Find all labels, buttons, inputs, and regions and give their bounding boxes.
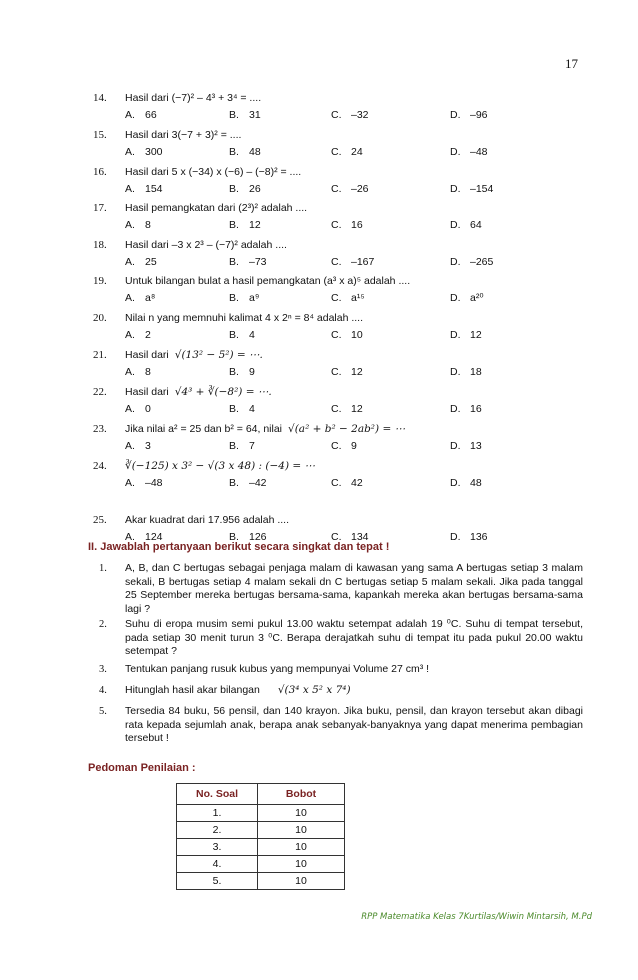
option-a xyxy=(125,146,163,159)
option-d xyxy=(450,109,488,122)
option-letter: D. xyxy=(450,109,461,121)
option-value: –48 xyxy=(470,146,488,158)
essay-item xyxy=(93,562,583,616)
essay-number: 1. xyxy=(99,563,107,574)
option-value: –73 xyxy=(249,256,267,268)
table-cell: 10 xyxy=(258,856,345,873)
section-2-title: II. Jawablah pertanyaan berikut secara singkat dan tepat ! xyxy=(88,541,390,553)
option-a xyxy=(125,109,157,122)
option-letter: B. xyxy=(229,477,239,489)
essay-item xyxy=(93,618,583,659)
option-value: 4 xyxy=(249,403,255,415)
option-value: 12 xyxy=(470,329,482,341)
option-d xyxy=(450,292,484,305)
question-stem-text: Nilai n yang memnuhi kalimat 4 x 2ⁿ = 8⁴ adalah .... xyxy=(125,312,364,324)
question-number: 15. xyxy=(93,129,107,141)
question-item xyxy=(93,349,583,383)
option-a xyxy=(125,366,151,379)
question-number: 23. xyxy=(93,423,107,435)
option-value: a⁹ xyxy=(249,292,260,304)
question-math: √(13² − 5²) = ⋯. xyxy=(174,349,263,361)
option-b xyxy=(229,183,261,196)
question-stem-text: Hasil dari –3 x 2³ – (−7)² adalah .... xyxy=(125,239,287,251)
option-letter: B. xyxy=(229,531,239,543)
question-stem xyxy=(125,129,241,142)
option-value: 16 xyxy=(470,403,482,415)
option-d xyxy=(450,183,493,196)
question-stem xyxy=(125,460,315,473)
option-value: –154 xyxy=(470,183,494,195)
scoring-table xyxy=(176,783,345,890)
option-letter: C. xyxy=(331,292,342,304)
question-stem xyxy=(125,275,410,288)
table-cell: 4. xyxy=(177,856,258,873)
option-value: 9 xyxy=(249,366,255,378)
option-d xyxy=(450,256,493,269)
pedoman-title: Pedoman Penilaian : xyxy=(88,762,196,774)
option-letter: B. xyxy=(229,440,239,452)
option-letter: D. xyxy=(450,146,461,158)
option-a xyxy=(125,219,151,232)
option-c xyxy=(331,292,365,305)
option-c xyxy=(331,440,357,453)
question-number: 16. xyxy=(93,166,107,178)
option-letter: A. xyxy=(125,531,135,543)
option-d xyxy=(450,146,488,159)
option-value: –265 xyxy=(470,256,494,268)
option-letter: A. xyxy=(125,292,135,304)
question-stem xyxy=(125,202,307,215)
option-value: 136 xyxy=(470,531,488,543)
option-value: 66 xyxy=(145,109,157,121)
option-letter: C. xyxy=(331,256,342,268)
question-number: 20. xyxy=(93,312,107,324)
option-c xyxy=(331,366,363,379)
option-value: 124 xyxy=(145,531,163,543)
question-stem-text: Hasil dari 3(−7 + 3)² = .... xyxy=(125,129,242,141)
question-item xyxy=(93,275,583,309)
option-letter: B. xyxy=(229,403,239,415)
option-letter: C. xyxy=(331,477,342,489)
option-value: 300 xyxy=(145,146,163,158)
option-letter: D. xyxy=(450,440,461,452)
option-value: 12 xyxy=(249,219,261,231)
option-value: 3 xyxy=(145,440,151,452)
option-value: 42 xyxy=(351,477,363,489)
question-item xyxy=(93,460,583,494)
essay-number: 3. xyxy=(99,664,107,675)
question-item xyxy=(93,423,583,457)
option-value: 18 xyxy=(470,366,482,378)
question-number: 19. xyxy=(93,275,107,287)
option-letter: C. xyxy=(331,531,342,543)
option-letter: C. xyxy=(331,403,342,415)
option-d xyxy=(450,366,482,379)
essay-item xyxy=(93,684,583,698)
option-c xyxy=(331,403,363,416)
question-math: √4³ + ∛(−8²) = ⋯. xyxy=(174,386,272,398)
option-value: –96 xyxy=(470,109,488,121)
question-stem-text: Hasil dari xyxy=(125,386,169,398)
option-b xyxy=(229,109,261,122)
question-math: √(a² + b² − 2ab²) = ⋯ xyxy=(288,423,406,435)
essay-number: 5. xyxy=(99,706,107,717)
option-letter: B. xyxy=(229,256,239,268)
option-letter: C. xyxy=(331,109,342,121)
option-b xyxy=(229,329,255,342)
option-letter: A. xyxy=(125,440,135,452)
option-b xyxy=(229,292,259,305)
question-stem xyxy=(125,349,263,362)
page-number: 17 xyxy=(565,56,578,71)
option-c xyxy=(331,109,369,122)
option-letter: D. xyxy=(450,256,461,268)
option-value: 9 xyxy=(351,440,357,452)
option-letter: B. xyxy=(229,183,239,195)
essay-number: 2. xyxy=(99,619,107,630)
option-letter: A. xyxy=(125,403,135,415)
table-cell: 5. xyxy=(177,873,258,890)
table-row xyxy=(177,822,345,839)
option-letter: D. xyxy=(450,183,461,195)
question-stem-text: Jika nilai a² = 25 dan b² = 64, nilai xyxy=(125,423,283,435)
option-letter: D. xyxy=(450,219,461,231)
option-value: 8 xyxy=(145,366,151,378)
option-letter: D. xyxy=(450,366,461,378)
option-a xyxy=(125,292,155,305)
option-letter: A. xyxy=(125,329,135,341)
question-stem-text: Hasil dari 5 x (−34) x (−6) – (−8)² = .... xyxy=(125,166,302,178)
question-stem xyxy=(125,386,272,399)
option-letter: B. xyxy=(229,329,239,341)
table-cell: 3. xyxy=(177,839,258,856)
option-letter: A. xyxy=(125,183,135,195)
option-a xyxy=(125,403,151,416)
option-value: –42 xyxy=(249,477,267,489)
option-value: 7 xyxy=(249,440,255,452)
option-a xyxy=(125,477,163,490)
essay-text: A, B, dan C bertugas sebagai penjaga malam di kawasan yang sama A bertugas setiap 3 malam sekali, B bertugas setiap 4 malam sekali dn C bertugas setiap 5 malam sekali. Jika pada tanggal 25 September mereka bertugas bersama-sama, kapankah mereka akan bertugas bersama-sama lagi ? xyxy=(125,562,583,615)
option-letter: B. xyxy=(229,146,239,158)
option-letter: D. xyxy=(450,292,461,304)
option-b xyxy=(229,477,267,490)
question-stem xyxy=(125,92,261,105)
question-stem xyxy=(125,514,289,527)
option-letter: B. xyxy=(229,366,239,378)
question-number: 18. xyxy=(93,239,107,251)
question-number: 21. xyxy=(93,349,107,361)
option-d xyxy=(450,477,482,490)
footer: RPP Matematika Kelas 7Kurtilas/Wiwin Mintarsih, M.Pd xyxy=(361,912,592,922)
option-letter: C. xyxy=(331,440,342,452)
question-item xyxy=(93,92,583,126)
option-b xyxy=(229,219,261,232)
table-cell: 10 xyxy=(258,873,345,890)
option-value: 8 xyxy=(145,219,151,231)
option-d xyxy=(450,403,482,416)
option-d xyxy=(450,531,488,544)
option-c xyxy=(331,219,363,232)
option-c xyxy=(331,329,363,342)
option-value: 4 xyxy=(249,329,255,341)
option-value: 31 xyxy=(249,109,261,121)
option-letter: A. xyxy=(125,146,135,158)
option-b xyxy=(229,403,255,416)
option-b xyxy=(229,366,255,379)
question-stem-text: Hasil pemangkatan dari (2³)² adalah .... xyxy=(125,202,308,214)
question-item xyxy=(93,202,583,236)
option-value: –167 xyxy=(351,256,375,268)
option-value: 25 xyxy=(145,256,157,268)
question-math: ∛(−125) x 3² − √(3 x 48) : (−4) = ⋯ xyxy=(125,460,316,472)
option-value: 26 xyxy=(249,183,261,195)
essay-item xyxy=(93,705,583,746)
option-value: 12 xyxy=(351,403,363,415)
question-item xyxy=(93,129,583,163)
option-letter: B. xyxy=(229,219,239,231)
option-value: 16 xyxy=(351,219,363,231)
option-value: a⁸ xyxy=(145,292,156,304)
table-header-no-soal: No. Soal xyxy=(177,784,258,805)
question-stem xyxy=(125,312,363,325)
option-a xyxy=(125,256,157,269)
option-letter: D. xyxy=(450,477,461,489)
question-stem xyxy=(125,423,405,436)
option-d xyxy=(450,329,482,342)
option-c xyxy=(331,183,369,196)
option-value: –26 xyxy=(351,183,369,195)
option-value: 126 xyxy=(249,531,267,543)
option-value: 134 xyxy=(351,531,369,543)
option-d xyxy=(450,219,482,232)
option-letter: B. xyxy=(229,109,239,121)
table-cell: 1. xyxy=(177,805,258,822)
option-value: 154 xyxy=(145,183,163,195)
table-row xyxy=(177,856,345,873)
table-cell: 2. xyxy=(177,822,258,839)
option-letter: B. xyxy=(229,292,239,304)
essay-item xyxy=(93,663,583,677)
table-row xyxy=(177,839,345,856)
table-cell: 10 xyxy=(258,822,345,839)
essay-number: 4. xyxy=(99,685,107,696)
option-letter: D. xyxy=(450,329,461,341)
option-letter: C. xyxy=(331,219,342,231)
essay-text: Tersedia 84 buku, 56 pensil, dan 140 krayon. Jika buku, pensil, dan krayon tersebut akan dibagi rata kepada sejumlah anak, berapa anak sebanyak-banyaknya yang dapat menerima pembagian tersebut ! xyxy=(125,705,583,744)
option-letter: A. xyxy=(125,109,135,121)
table-cell: 10 xyxy=(258,839,345,856)
option-value: 48 xyxy=(249,146,261,158)
question-number: 17. xyxy=(93,202,107,214)
option-value: 48 xyxy=(470,477,482,489)
option-value: 64 xyxy=(470,219,482,231)
question-number: 25. xyxy=(93,514,107,526)
question-number: 22. xyxy=(93,386,107,398)
table-cell: 10 xyxy=(258,805,345,822)
essay-text: Tentukan panjang rusuk kubus yang mempunyai Volume 27 cm³ ! xyxy=(125,663,430,675)
option-b xyxy=(229,440,255,453)
option-value: 0 xyxy=(145,403,151,415)
option-value: 13 xyxy=(470,440,482,452)
essay-math: √(3⁴ x 5² x 7⁴) xyxy=(277,684,351,696)
option-letter: C. xyxy=(331,146,342,158)
option-b xyxy=(229,256,267,269)
table-header-bobot: Bobot xyxy=(258,784,345,805)
essay-text: Hitunglah hasil akar bilangan xyxy=(125,684,260,696)
question-item xyxy=(93,386,583,420)
option-value: 24 xyxy=(351,146,363,158)
table-row xyxy=(177,873,345,890)
option-letter: A. xyxy=(125,219,135,231)
essay-text: Suhu di eropa musim semi pukul 13.00 waktu setempat adalah 19 ⁰C. Suhu di tempat tersebut, pada setiap 30 menit turun 3 ⁰C. Berapa derajatkah suhu di tempat itu pada pukul 20.00 waktu setempat ? xyxy=(125,618,583,657)
option-value: a²⁰ xyxy=(470,292,484,304)
question-item xyxy=(93,239,583,273)
option-value: –48 xyxy=(145,477,163,489)
option-c xyxy=(331,256,374,269)
option-value: 10 xyxy=(351,329,363,341)
option-letter: D. xyxy=(450,403,461,415)
option-value: –32 xyxy=(351,109,369,121)
option-a xyxy=(125,440,151,453)
question-number: 24. xyxy=(93,460,107,472)
question-stem xyxy=(125,166,301,179)
option-b xyxy=(229,146,261,159)
option-value: 2 xyxy=(145,329,151,341)
question-stem xyxy=(125,239,287,252)
option-a xyxy=(125,183,163,196)
option-letter: D. xyxy=(450,531,461,543)
option-letter: A. xyxy=(125,256,135,268)
question-item xyxy=(93,312,583,346)
option-letter: C. xyxy=(331,366,342,378)
question-stem-text: Akar kuadrat dari 17.956 adalah .... xyxy=(125,514,290,526)
table-row xyxy=(177,805,345,822)
option-letter: A. xyxy=(125,477,135,489)
option-letter: C. xyxy=(331,183,342,195)
option-c xyxy=(331,146,363,159)
question-stem-text: Untuk bilangan bulat a hasil pemangkatan (a³ x a)⁵ adalah .... xyxy=(125,275,411,287)
option-a xyxy=(125,329,151,342)
question-number: 14. xyxy=(93,92,107,104)
option-value: 12 xyxy=(351,366,363,378)
option-value: a¹⁵ xyxy=(351,292,365,304)
question-item xyxy=(93,166,583,200)
option-d xyxy=(450,440,482,453)
option-letter: C. xyxy=(331,329,342,341)
question-stem-text: Hasil dari (−7)² – 4³ + 3⁴ = .... xyxy=(125,92,262,104)
option-c xyxy=(331,477,363,490)
question-stem-text: Hasil dari xyxy=(125,349,169,361)
option-letter: A. xyxy=(125,366,135,378)
